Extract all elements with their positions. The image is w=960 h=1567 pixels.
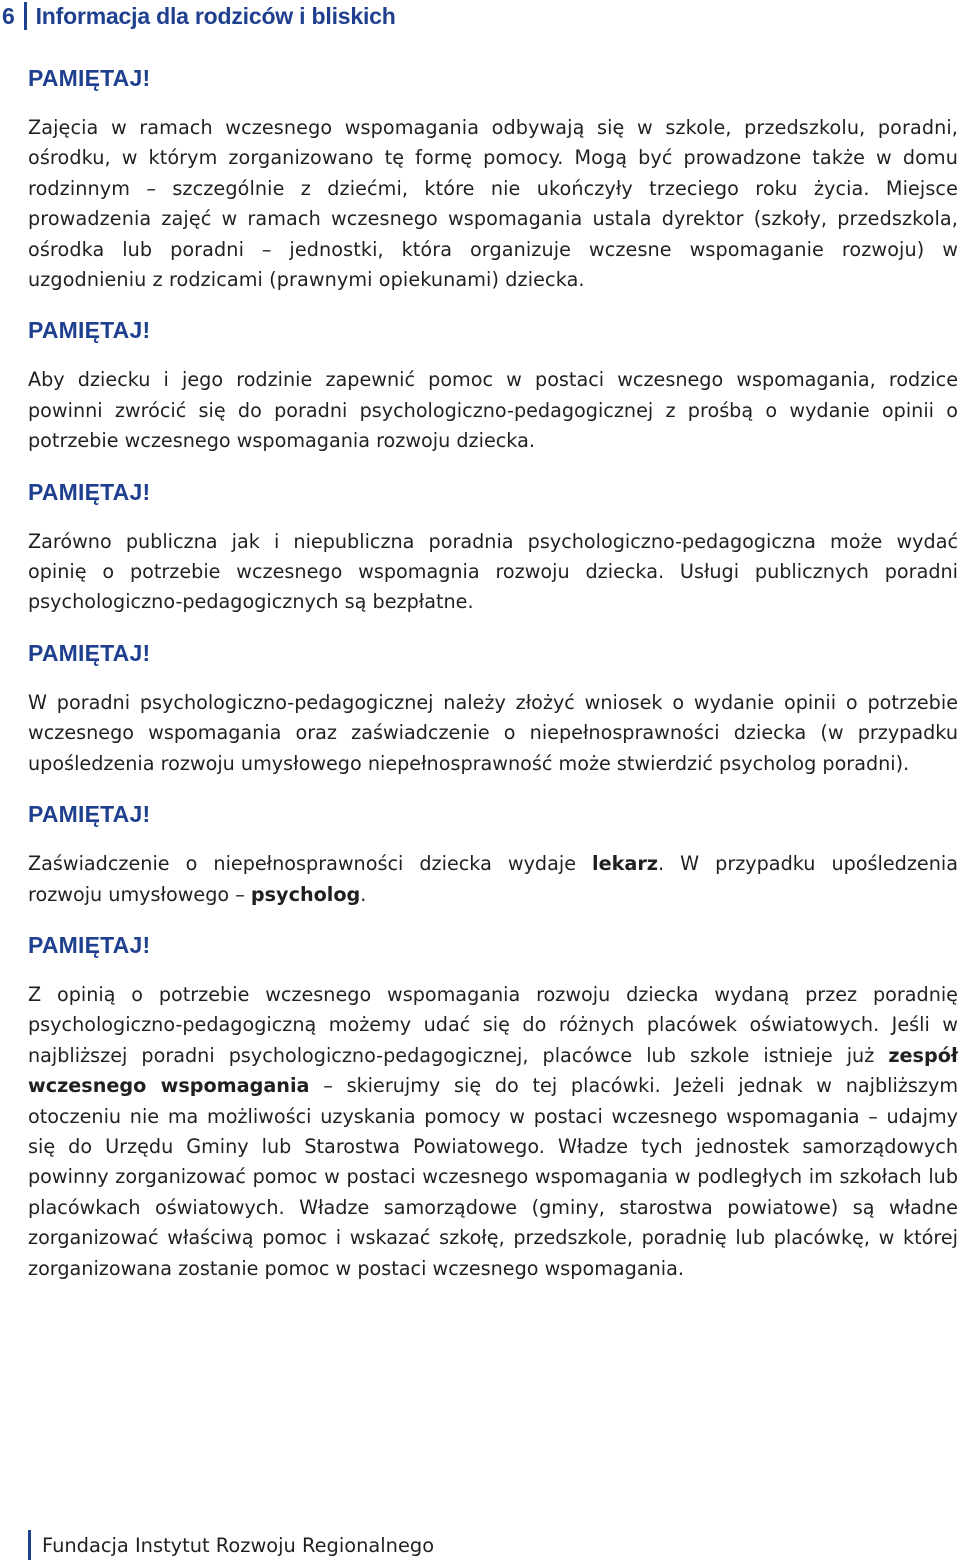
paragraph-5-text: Zaświadczenie o niepełnosprawności dziecka wydaje (28, 852, 593, 876)
page-number: 6 (2, 2, 15, 29)
paragraph-2: Aby dziecku i jego rodzinie zapewnić pomoc w postaci wczesnego wspomagania, rodzice powinni zwrócić się do poradni psychologiczno-pedagogicznej z prośbą o wydanie opinii o potrzebie wczesnego wspomagania rozwoju dziecka. (28, 368, 958, 453)
emphasis-psycholog: psycholog (250, 882, 361, 906)
notice-heading: PAMIĘTAJ! (28, 639, 151, 666)
paragraph-6-text: – skierujmy się do tej placówki. Jeżeli jednak w najbliższym otoczeniu nie ma możliwości uzyskania pomocy w postaci wczesnego wspomagania – udajmy się do Urzędu Gminy lub Starostwa Powiatowego. Władze tych jednostek samorządowych powinny zorganizować pomoc w postaci wczesnego wspomagania w podległych im szkołach lub placówkach oświatowych. Władze samorządowe (gminy, starostwa powiatowe) są władne zorganizować właściwą pomoc i wskazać szkołę, przedszkole, poradnię lub placówkę, w której zorganizowana zostanie pomoc w postaci wczesnego wspomagania. (28, 1074, 959, 1280)
notice-heading: PAMIĘTAJ! (28, 931, 151, 958)
paragraph-4: W poradni psychologiczno-pedagogicznej należy złożyć wniosek o wydanie opinii o potrzebie wczesnego wspomagania oraz zaświadczenie o niepełnosprawności dziecka (w przypadku upośledzenia rozwoju umysłowego niepełnosprawność może stwierdzić psycholog poradni). (28, 690, 958, 775)
paragraph-5 (28, 849, 958, 910)
paragraph-3: Zarówno publiczna jak i niepubliczna poradnia psychologiczno-pedagogiczna może wydać opinię o potrzebie wczesnego wspomagnia rozwoju dziecka. Usługi publicznych poradni psychologiczno-pedagogicznych są bezpłatne. (28, 529, 958, 614)
paragraph-6 (28, 980, 958, 1284)
header-divider (24, 2, 27, 30)
notice-heading: PAMIĘTAJ! (28, 317, 151, 344)
footer-divider (28, 1530, 31, 1560)
paragraph-5-text: . W przypadku upośledzenia rozwoju umysłowego – (28, 852, 958, 906)
paragraph-1: Zajęcia w ramach wczesnego wspomagania odbywają się w szkole, przedszkolu, poradni, ośrodku, w którym zorganizowano tę formę pomocy. Mogą być prowadzone także w domu rodzinnym – szczególnie z dziećmi, które nie ukończyły trzeciego roku życia. Miejsce prowadzenia zajęć w ramach wczesnego wspomagania ustala dyrektor (szkoły, przedszkola, ośrodka lub poradni – jednostki, która organizuje wczesne wspomaganie rozwoju) w uzgodnieniu z rodzicami (prawnymi opiekunami) dziecka. (28, 116, 958, 292)
emphasis-zespol: zespół wczesnego wspomagania (28, 1043, 958, 1098)
notice-heading: PAMIĘTAJ! (28, 478, 151, 505)
paragraph-6-text: Z opinią o potrzebie wczesnego wspomagania rozwoju dziecka wydaną przez poradnię psychologiczno-pedagogiczną możemy udać się do różnych placówek oświatowych. Jeśli w najbliższej poradni psychologiczno-pedagogicznej, placówce lub szkole istnieje już (28, 982, 958, 1067)
footer-organization: Fundacja Instytut Rozwoju Regionalnego (42, 1533, 435, 1557)
main-content (28, 63, 958, 1304)
emphasis-lekarz: lekarz (592, 852, 658, 876)
notice-heading: PAMIĘTAJ! (28, 65, 151, 91)
page-header (0, 0, 396, 32)
notice-heading: PAMIĘTAJ! (28, 801, 151, 828)
page-footer (28, 1530, 434, 1560)
page-title: Informacja dla rodziców i bliskich (35, 2, 396, 29)
paragraph-5-text: . (360, 882, 367, 906)
